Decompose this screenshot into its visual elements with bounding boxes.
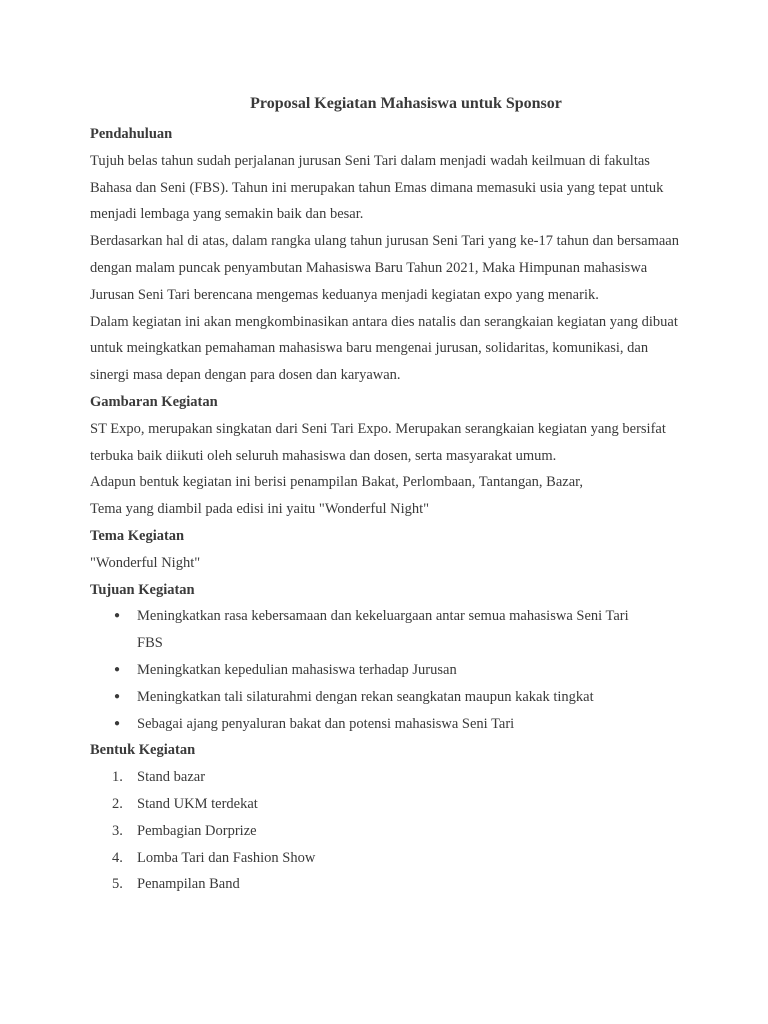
list-item: [90, 845, 690, 872]
list-item-text: Penampilan Band: [137, 876, 240, 893]
list-item-text: Stand bazar: [137, 769, 206, 786]
list-item: [90, 871, 690, 898]
paragraph: "Wonderful Night": [90, 554, 201, 571]
list-item-text: Stand UKM terdekat: [137, 795, 258, 812]
section-heading-pendahuluan: Pendahuluan: [90, 126, 173, 142]
bullet-icon: ●: [114, 610, 121, 622]
list-item-text: Meningkatkan kepedulian mahasiswa terhadap Jurusan: [137, 661, 457, 678]
section-heading-tujuan-kegiatan: Tujuan Kegiatan: [90, 581, 195, 598]
list-item: [90, 603, 657, 657]
bullet-list: [90, 603, 690, 737]
document-title: Proposal Kegiatan Mahasiswa untuk Sponsor: [250, 95, 562, 112]
list-item-text: Meningkatkan rasa kebersamaan dan kekeluargaan antar semua mahasiswa Seni Tari FBS: [137, 608, 629, 652]
list-number: 3.: [112, 822, 123, 839]
list-item: [90, 818, 690, 845]
paragraph: Dalam kegiatan ini akan mengkombinasikan antara dies natalis dan serangkaian kegiatan yang dibuat untuk meingkatkan pemahaman mahasiswa baru mengenai jurusan, solidaritas, komunikasi, dan sinergi masa depan dengan para dosen dan karyawan.: [90, 313, 678, 384]
section-heading-bentuk-kegiatan: Bentuk Kegiatan: [90, 742, 196, 759]
list-item: [90, 764, 690, 791]
section-heading-tema-kegiatan: Tema Kegiatan: [90, 527, 185, 544]
paragraph: Berdasarkan hal di atas, dalam rangka ulang tahun jurusan Seni Tari yang ke-17 tahun dan bersamaan dengan malam puncak penyambutan Mahasiswa Baru Tahun 2021, Maka Himpunan mahasiswa Jurusan Seni Tari berencana mengemas keduanya menjadi kegiatan expo yang menarik.: [90, 233, 679, 303]
list-item: [90, 791, 690, 818]
bullet-icon: ●: [114, 663, 121, 675]
list-item-text: Pembagian Dorprize: [137, 822, 257, 839]
list-number: 2.: [112, 795, 123, 812]
list-item: [90, 711, 657, 738]
section-heading-gambaran-kegiatan: Gambaran Kegiatan: [90, 393, 218, 410]
document-page: [90, 91, 690, 898]
bullet-icon: ●: [114, 690, 121, 702]
list-number: 5.: [112, 876, 123, 893]
list-item-text: Lomba Tari dan Fashion Show: [137, 849, 316, 866]
list-item: [90, 684, 657, 711]
paragraph: Tujuh belas tahun sudah perjalanan jurusan Seni Tari dalam menjadi wadah keilmuan di fakultas Bahasa dan Seni (FBS). Tahun ini merupakan tahun Emas dimana memasuki usia yang tepat untuk menjadi lembaga yang semakin baik dan besar.: [90, 152, 664, 223]
list-item: [90, 657, 657, 684]
numbered-list: [90, 764, 690, 898]
list-item-text: Meningkatkan tali silaturahmi dengan rekan seangkatan maupun kakak tingkat: [137, 688, 594, 705]
paragraph: ST Expo, merupakan singkatan dari Seni Tari Expo. Merupakan serangkaian kegiatan yang bersifat terbuka baik diikuti oleh seluruh mahasiswa dan dosen, serta masyarakat umum.: [90, 420, 666, 464]
list-number: 1.: [112, 769, 123, 786]
list-number: 4.: [112, 849, 123, 866]
paragraph: Adapun bentuk kegiatan ini berisi penampilan Bakat, Perlombaan, Tantangan, Bazar,: [90, 474, 583, 491]
bullet-icon: ●: [114, 717, 121, 729]
list-item-text: Sebagai ajang penyaluran bakat dan potensi mahasiswa Seni Tari: [137, 715, 515, 732]
paragraph: Tema yang diambil pada edisi ini yaitu "Wonderful Night": [90, 501, 430, 518]
